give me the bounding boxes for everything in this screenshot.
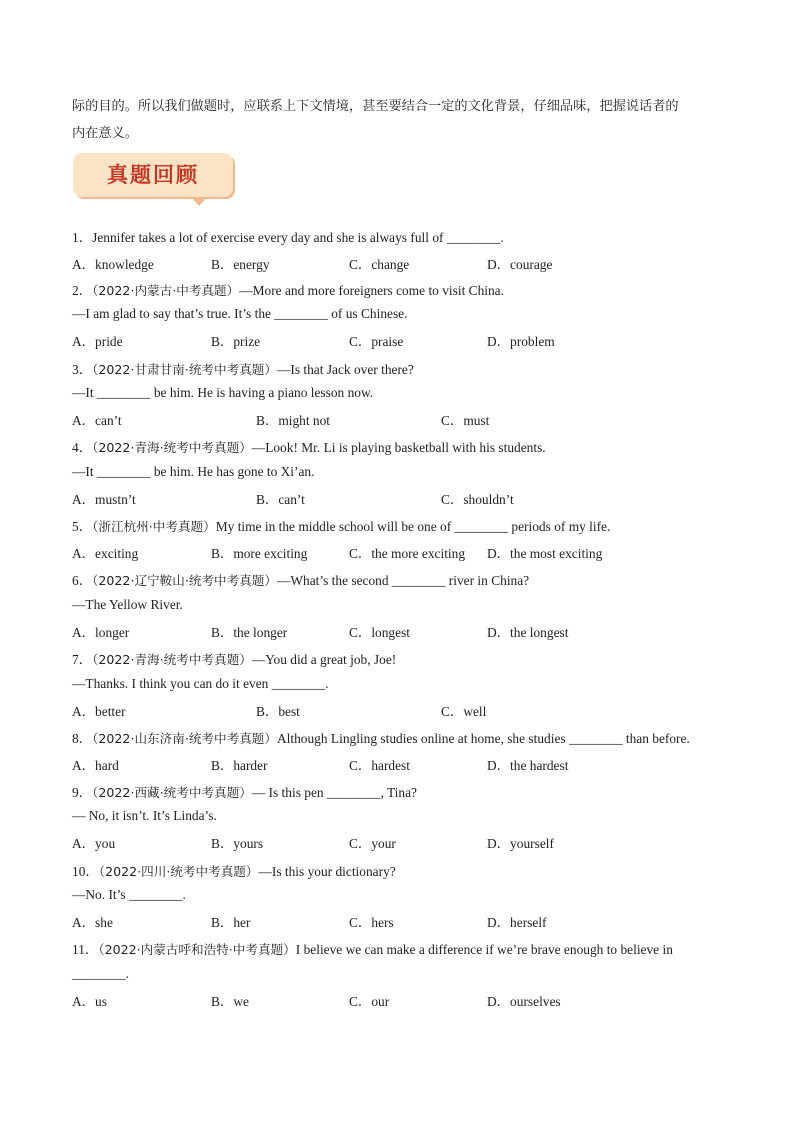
question-text: — Is this pen ________, Tina? <box>251 785 417 800</box>
question-number: 8． <box>72 731 93 746</box>
answer-option[interactable]: B．harder <box>211 758 268 773</box>
answer-option[interactable]: A．longer <box>72 625 130 640</box>
question-source: （2022·青海·统考中考真题） <box>92 652 252 667</box>
question-source: （浙江杭州·中考真题） <box>92 519 216 534</box>
question-text: My time in the middle school will be one of ________ periods of my life. <box>215 519 611 534</box>
question-source: （2022·内蒙古呼和浩特·中考真题） <box>98 942 296 957</box>
answer-option[interactable]: C．change <box>349 257 410 272</box>
question-text: Although Lingling studies online at home, she studies ________ than before. <box>276 731 690 746</box>
question-text: —You did a great job, Joe! <box>251 652 397 667</box>
question-number: 9． <box>72 785 93 800</box>
answer-option[interactable]: C．shouldn’t <box>441 492 514 507</box>
question-stem <box>72 939 673 958</box>
answer-option[interactable]: A．knowledge <box>72 257 154 272</box>
question-number: 5． <box>72 519 93 534</box>
answer-option[interactable]: A．mustn’t <box>72 492 136 507</box>
question-stem <box>72 649 396 668</box>
answer-option[interactable]: B．we <box>211 994 249 1009</box>
question-number: 3． <box>72 362 93 377</box>
answer-option[interactable]: B．prize <box>211 334 261 349</box>
question-text: —Is this your dictionary? <box>258 864 396 879</box>
intro-line-2: 内在意义。 <box>72 126 138 141</box>
answer-option[interactable]: D．problem <box>487 334 555 349</box>
answer-option[interactable]: C．your <box>349 836 396 851</box>
question-stem <box>72 861 396 880</box>
question-source: （2022·辽宁鞍山·统考中考真题） <box>92 573 277 588</box>
answer-option[interactable]: D．ourselves <box>487 994 561 1009</box>
answer-option[interactable]: B．the longer <box>211 625 288 640</box>
answer-option[interactable]: C．our <box>349 994 390 1009</box>
answer-option[interactable]: A．she <box>72 915 113 930</box>
answer-option[interactable]: C．hardest <box>349 758 410 773</box>
question-reply: — No, it isn’t. It’s Linda’s. <box>72 808 217 823</box>
question-stem <box>72 280 504 299</box>
answer-option[interactable]: B．yours <box>211 836 264 851</box>
answer-option[interactable]: C．hers <box>349 915 394 930</box>
question-text: I believe we can make a difference if we’re brave enough to believe in <box>295 942 673 957</box>
answer-option[interactable]: B．might not <box>256 413 331 428</box>
question-number: 6． <box>72 573 93 588</box>
question-stem <box>72 782 417 801</box>
answer-option[interactable]: A．can’t <box>72 413 122 428</box>
question-number: 2． <box>72 283 93 298</box>
question-text: —Is that Jack over there? <box>276 362 414 377</box>
answer-option[interactable]: B．best <box>256 704 300 719</box>
question-reply: —It ________ be him. He has gone to Xi’an. <box>72 464 315 479</box>
question-stem <box>72 516 610 535</box>
question-text: Jennifer takes a lot of exercise every day and she is always full of ________. <box>92 230 504 245</box>
banner-speech-tail-icon <box>191 197 207 206</box>
answer-option[interactable]: D．the hardest <box>487 758 569 773</box>
question-source: （2022·甘肃甘南·统考中考真题） <box>92 362 277 377</box>
section-banner <box>73 153 235 199</box>
question-stem <box>72 359 414 378</box>
answer-option[interactable]: B．can’t <box>256 492 305 507</box>
question-source: （2022·四川·统考中考真题） <box>98 864 259 879</box>
question-reply: —I am glad to say that’s true. It’s the ________ of us Chinese. <box>72 306 408 321</box>
answer-option[interactable]: D．herself <box>487 915 547 930</box>
question-source: （2022·青海·统考中考真题） <box>92 440 252 455</box>
answer-option[interactable]: D．courage <box>487 257 553 272</box>
question-number: 11． <box>72 942 99 957</box>
question-stem <box>72 728 690 747</box>
question-source: （2022·内蒙古·中考真题） <box>92 283 240 298</box>
answer-option[interactable]: D．yourself <box>487 836 554 851</box>
answer-option[interactable]: A．better <box>72 704 126 719</box>
answer-option[interactable]: D．the longest <box>487 625 569 640</box>
question-reply: —It ________ be him. He is having a piano lesson now. <box>72 385 374 400</box>
question-source: （2022·西藏·统考中考真题） <box>92 785 252 800</box>
answer-option[interactable]: A．hard <box>72 758 119 773</box>
question-text: —What’s the second ________ river in China? <box>276 573 530 588</box>
answer-option[interactable]: B．more exciting <box>211 546 308 561</box>
question-reply: ________. <box>72 966 129 981</box>
question-reply: —The Yellow River. <box>72 597 183 612</box>
question-number: 7． <box>72 652 93 667</box>
question-number: 10． <box>72 864 99 879</box>
answer-option[interactable]: C．praise <box>349 334 404 349</box>
question-text: —Look! Mr. Li is playing basketball with his students. <box>251 440 546 455</box>
answer-option[interactable]: A．pride <box>72 334 123 349</box>
question-stem <box>72 227 504 246</box>
question-reply: —No. It’s ________. <box>72 887 186 902</box>
answer-option[interactable]: A．exciting <box>72 546 139 561</box>
question-stem <box>72 437 546 456</box>
answer-option[interactable]: C．must <box>441 413 490 428</box>
question-number: 1． <box>72 230 93 245</box>
answer-option[interactable]: C．longest <box>349 625 411 640</box>
intro-paragraph <box>72 93 732 147</box>
question-stem <box>72 570 529 589</box>
question-reply: —Thanks. I think you can do it even ________. <box>72 676 329 691</box>
answer-option[interactable]: C．well <box>441 704 487 719</box>
answer-option[interactable]: C．the more exciting <box>349 546 466 561</box>
banner-title: 真题回顾 <box>107 163 199 187</box>
intro-line-1: 际的目的。所以我们做题时，应联系上下文情境，甚至要结合一定的文化背景，仔细品味，把握说话者的 <box>72 99 679 114</box>
answer-option[interactable]: A．you <box>72 836 116 851</box>
answer-option[interactable]: A．us <box>72 994 107 1009</box>
answer-option[interactable]: B．energy <box>211 257 270 272</box>
answer-option[interactable]: B．her <box>211 915 251 930</box>
question-number: 4． <box>72 440 93 455</box>
question-source: （2022·山东济南·统考中考真题） <box>92 731 277 746</box>
question-text: —More and more foreigners come to visit China. <box>239 283 504 298</box>
answer-option[interactable]: D．the most exciting <box>487 546 603 561</box>
